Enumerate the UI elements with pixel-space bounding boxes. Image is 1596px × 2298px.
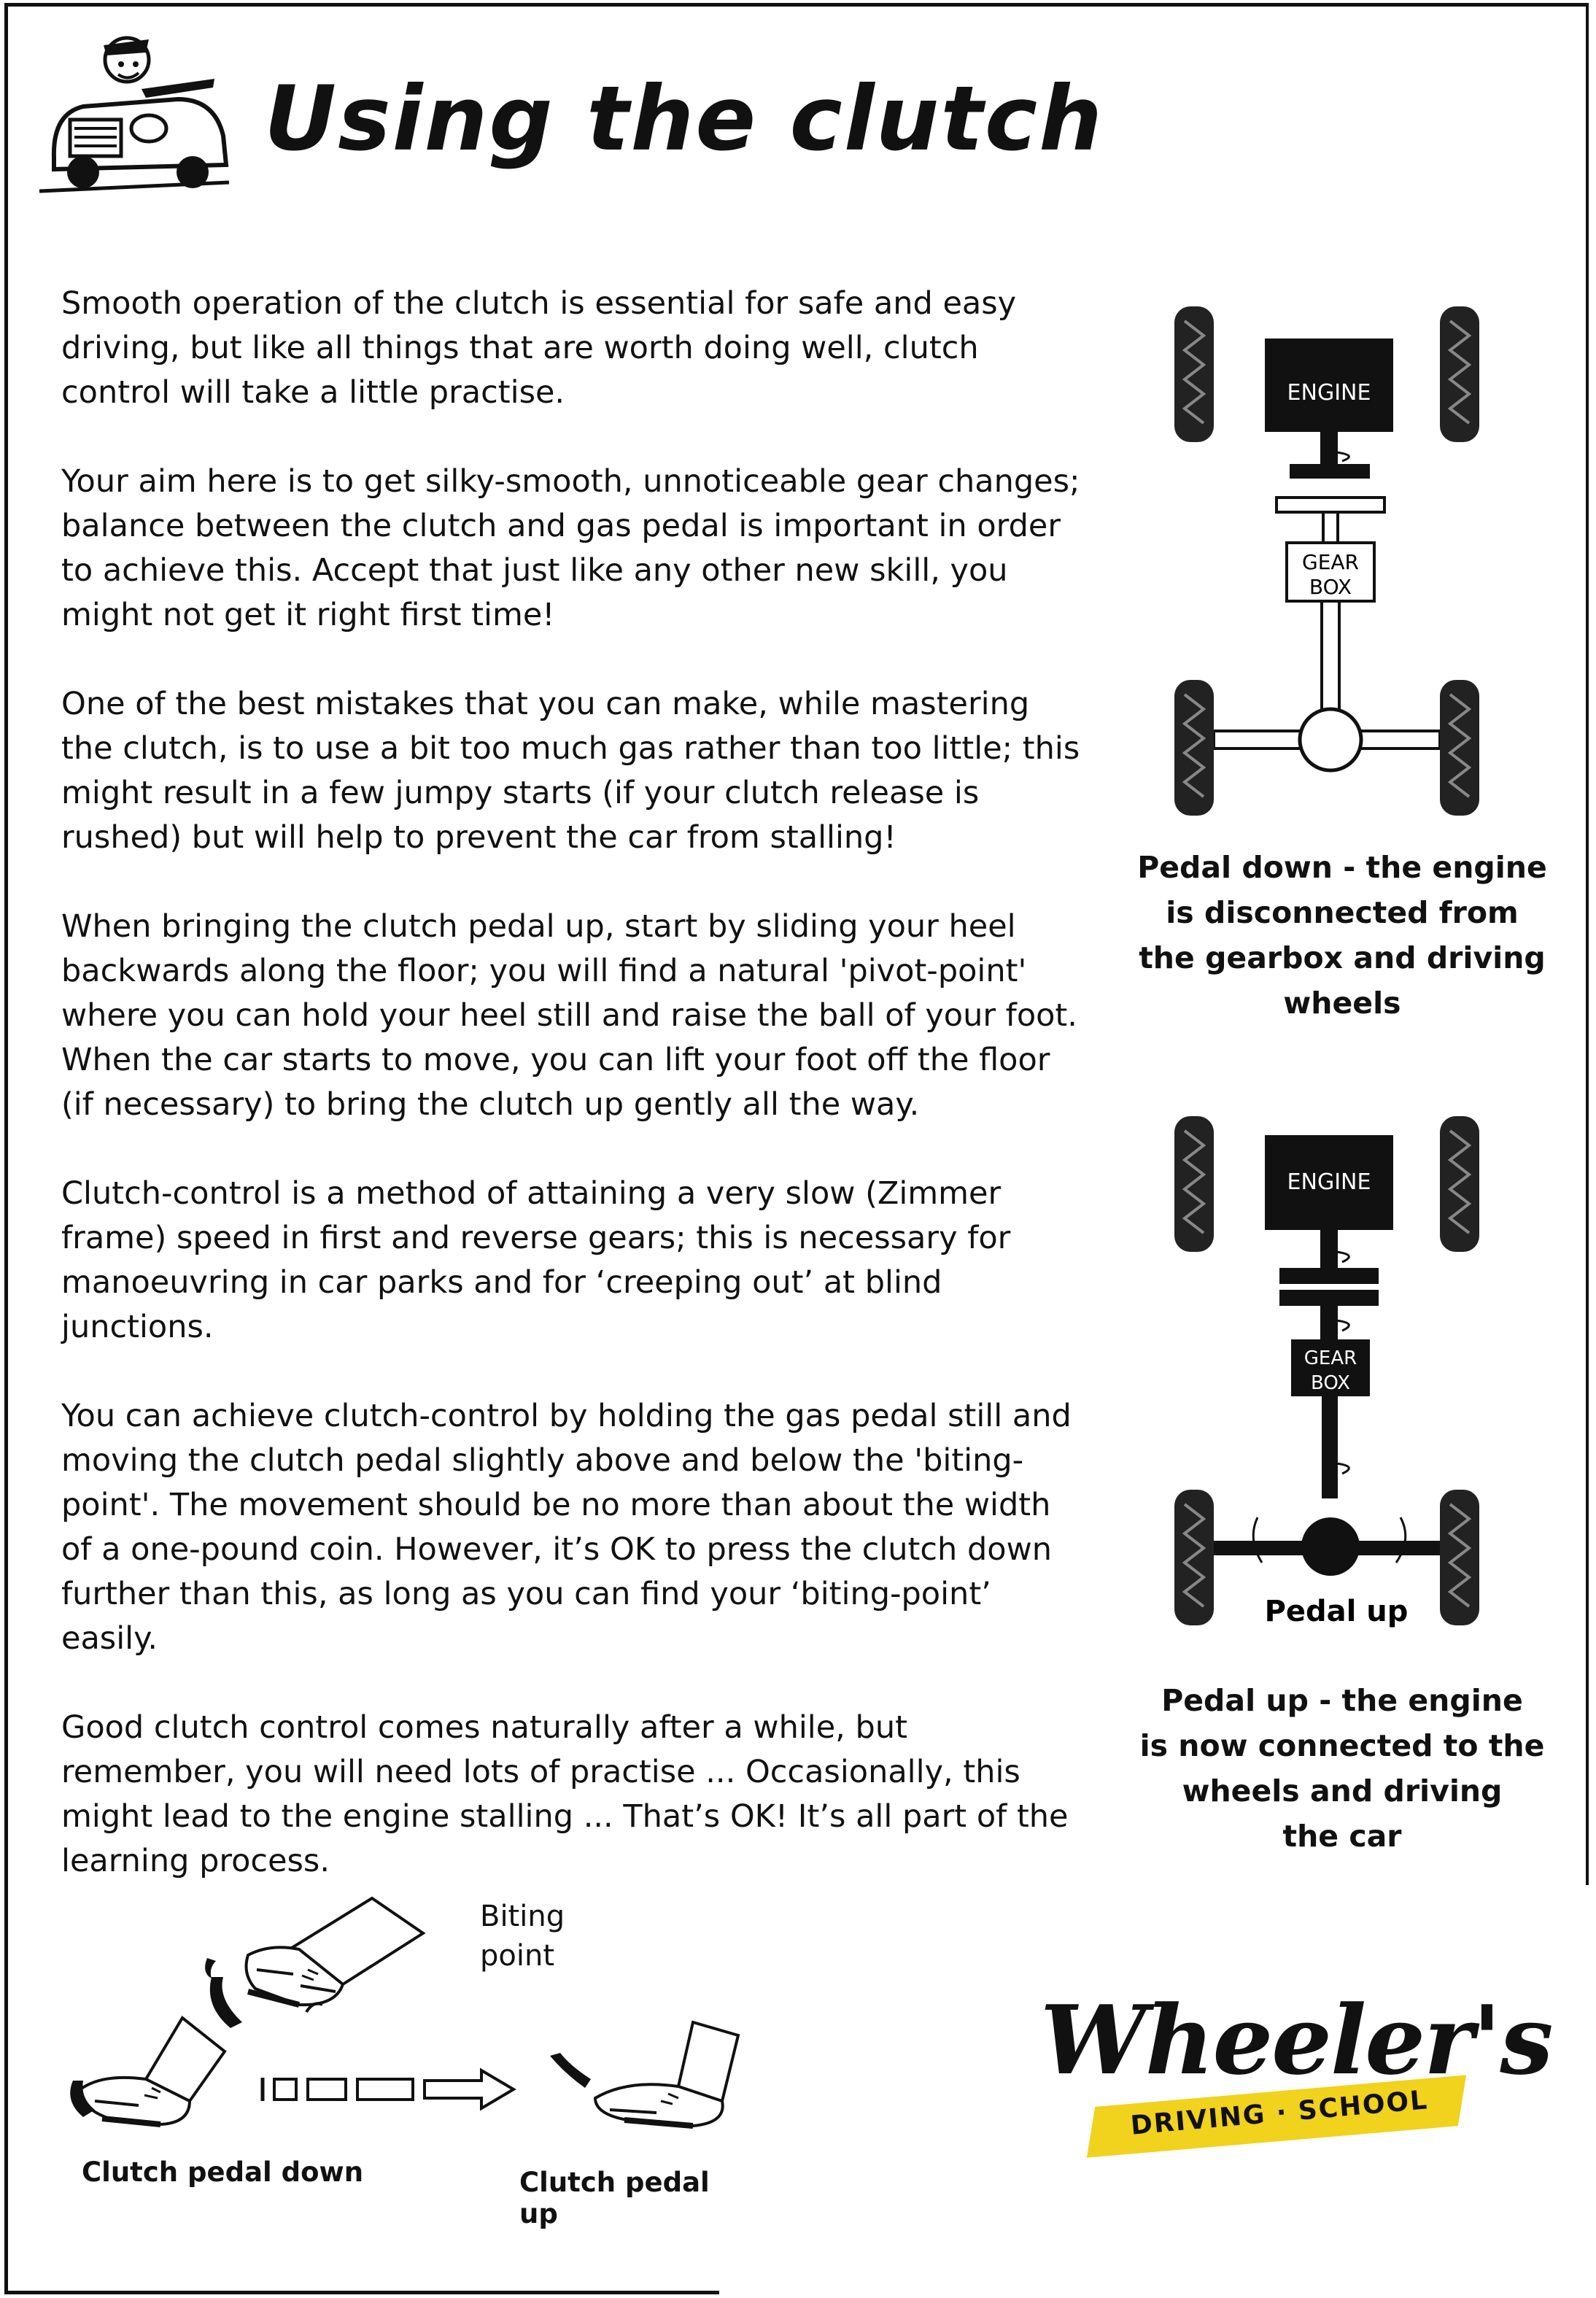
differential <box>1300 709 1361 770</box>
pedal-feet-drawing <box>51 1882 751 2203</box>
drivetrain-diagram-pedal-down <box>1167 299 1510 824</box>
tyre-icon <box>1174 306 1214 442</box>
gearbox-label: GEAR <box>1303 1347 1357 1369</box>
paragraph: Clutch-control is a method of attaining a very slow (Zimmer frame) speed in first and reverse gears; this is necessary for manoeuvring in car parks and for ‘creeping out’ at blind junctions. <box>61 1175 1011 1345</box>
wheelers-driving-school-logo <box>1040 1984 1552 2189</box>
paragraph: One of the best mistakes that you can make, while mastering the clutch, is to use a bit too much gas rather than too little; this might result in a few jumpy starts (if your clutch release is rushed) but will help to prevent the car from stalling! <box>61 686 1080 856</box>
gearbox-label: BOX <box>1309 575 1352 599</box>
gearbox-label: GEAR <box>1302 550 1359 574</box>
clutch-pedal-up-label: Clutch pedal up <box>519 2167 710 2229</box>
drivetrain-diagram-pedal-up <box>1167 1109 1510 1634</box>
shoe-biting-point-icon <box>205 1898 423 2028</box>
clutch-pedal-illustration <box>51 1882 751 2229</box>
tyre-icon <box>1440 1116 1479 1252</box>
clutch-pedal-down-label: Clutch pedal down <box>82 2156 364 2188</box>
page-border-left <box>4 3 8 2291</box>
paragraph: Smooth operation of the clutch is essential for safe and easy driving, but like all things that are worth doing well, clutch control will take a little practise. <box>61 285 1017 411</box>
gearbox-label: BOX <box>1311 1372 1350 1394</box>
logo-wordmark: Wheeler's <box>1040 1984 1552 2096</box>
engine-label: ENGINE <box>1287 1169 1371 1195</box>
paragraph: Good clutch control comes naturally after a while, but remember, you will need lots of practise ... Occasionally, this might lead to the engine stalling ... That’s OK! It’s all part of the learning process. <box>61 1709 1069 1879</box>
tyre-icon <box>1440 680 1479 816</box>
tyre-icon <box>1174 1116 1214 1252</box>
tyre-icon <box>1174 1490 1214 1625</box>
pedal-up-inline-label: Pedal up <box>1264 1595 1409 1628</box>
cartoon-driver-car-icon <box>32 26 236 201</box>
logo-tagline: DRIVING · SCHOOL <box>1129 2085 1430 2141</box>
differential <box>1301 1517 1360 1576</box>
paragraph: Your aim here is to get silky-smooth, unnoticeable gear changes; balance between the clutch and gas pedal is important in order to achieve this. Accept that just like any other new skill, you might not get it right first time! <box>61 463 1080 633</box>
page-title: Using the clutch <box>264 67 1104 171</box>
paragraph: You can achieve clutch-control by holding the gas pedal still and moving the clutch pedal slightly above and below the 'biting-point'. The movement should be no more than about the width of a one-pound coin. However, it’s OK to press the clutch down further than this, as long as you can find your ‘biting-point’ easily. <box>61 1398 1072 1657</box>
shoe-pedal-down-icon <box>70 2018 225 2124</box>
article-body <box>61 282 1082 1928</box>
diagram-caption-pedal-up: Pedal up - the engine is now connected to the wheels and driving the car <box>1139 1683 1545 1854</box>
paragraph: When bringing the clutch pedal up, start by sliding your heel backwards along the floor; you will find a natural 'pivot-point' where you can hold your heel still and raise the ball of your foot. When the car starts to move, you can lift your foot off the floor (if necessary) to bring the clutch up gently all the way. <box>61 908 1077 1123</box>
biting-point-label: Biting point <box>480 1900 565 1973</box>
page-border-right <box>1586 3 1589 1885</box>
progress-arrow-icon <box>263 2070 514 2108</box>
shoe-pedal-up-icon <box>550 2022 738 2126</box>
tyre-icon <box>1440 306 1479 442</box>
tyre-icon <box>1440 1490 1479 1625</box>
page-border-bottom <box>4 2291 719 2294</box>
engine-label: ENGINE <box>1287 380 1371 406</box>
page-border-top <box>4 3 1589 7</box>
tyre-icon <box>1174 680 1214 816</box>
diagram-caption-pedal-down: Pedal down - the engine is disconnected from the gearbox and driving wheels <box>1137 850 1547 1021</box>
